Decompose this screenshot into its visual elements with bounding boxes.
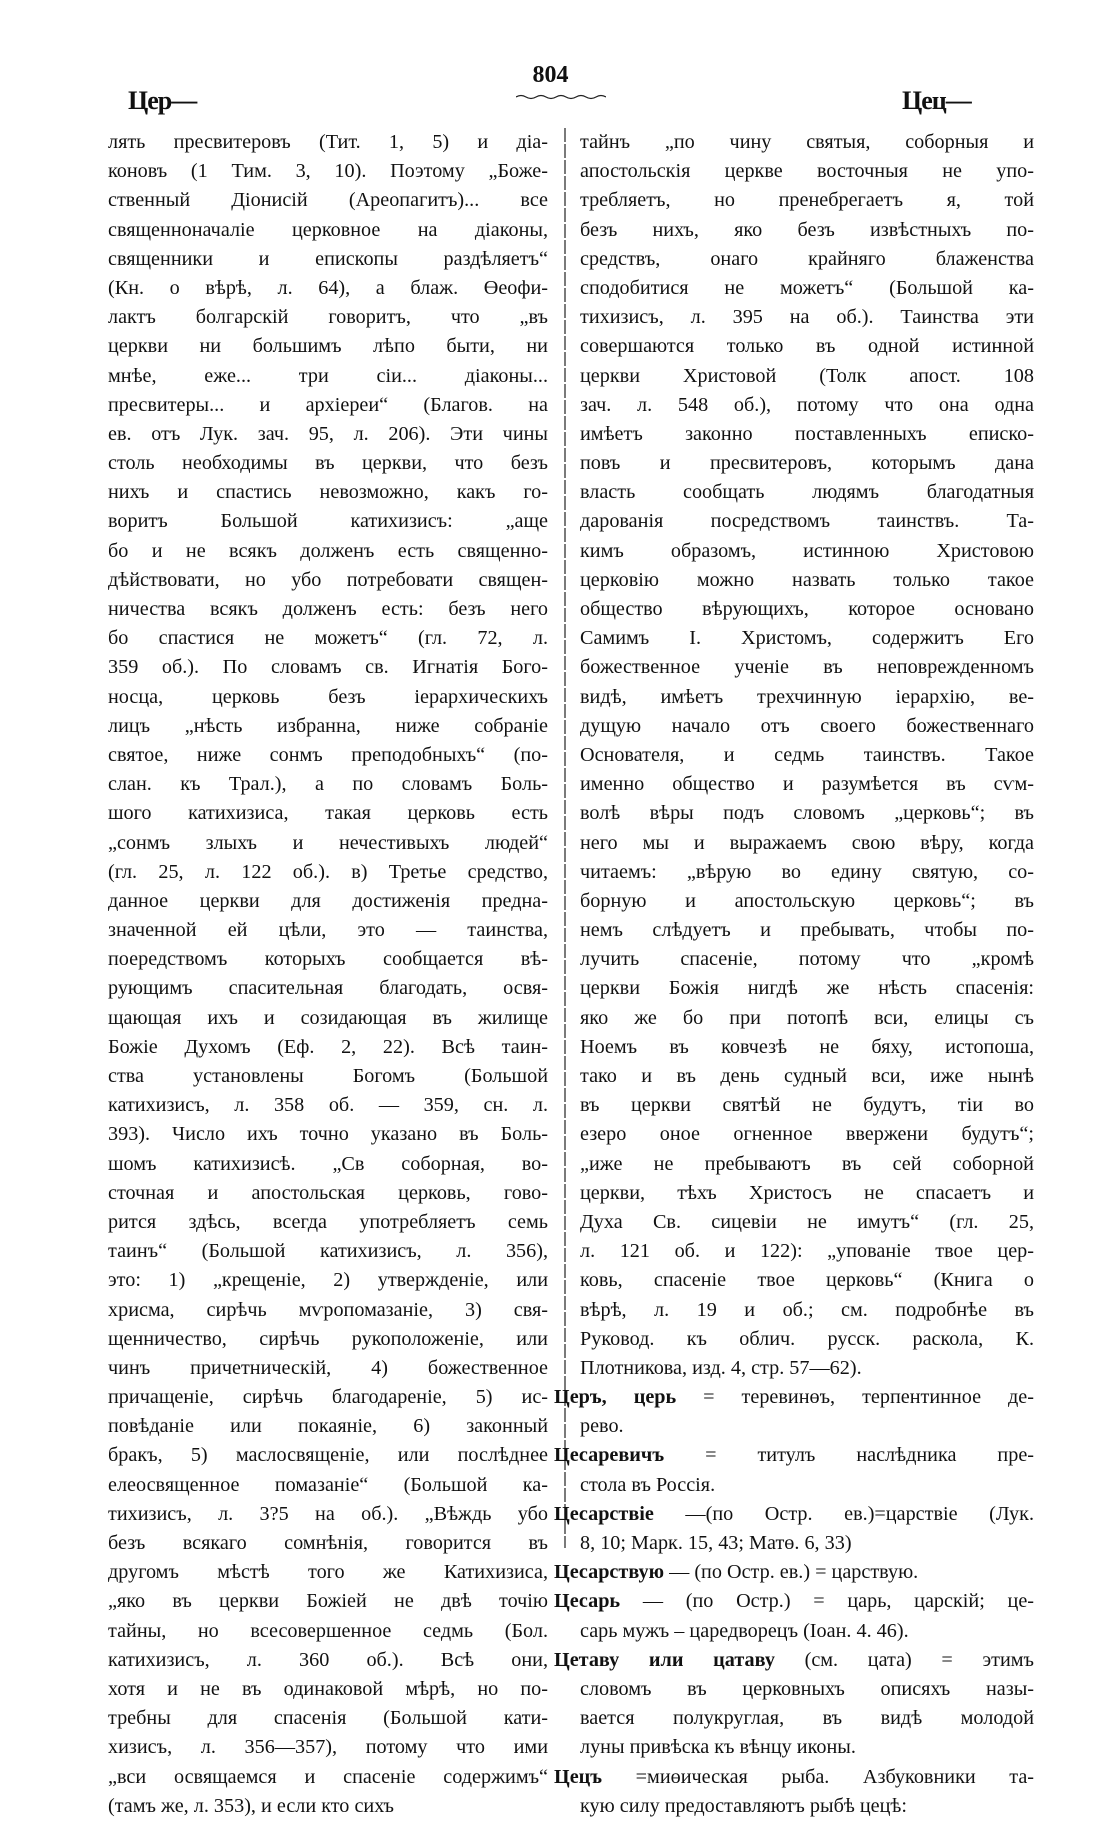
- text-line: бо и не всякъ долженъ есть священно-: [108, 539, 548, 562]
- entry-definition: =миөическая рыба. Азбуковники та-: [635, 1765, 1035, 1788]
- text-line: воритъ Большой катихизисъ: „аще: [108, 510, 548, 533]
- entry-definition: (см. цата) = этимъ: [804, 1648, 1034, 1671]
- text-line: церкви ни большимъ лѣпо быти, ни: [108, 335, 548, 358]
- entry-line: [554, 1704, 1034, 1733]
- running-head-right: Цец—: [902, 86, 971, 115]
- text-line: ковь, спасеніе твое церковь“ (Книга о: [580, 1269, 1034, 1292]
- dictionary-entry: [554, 1500, 1034, 1558]
- entry-definition: луны привѣска къ вѣнцу иконы.: [580, 1736, 856, 1759]
- text-line: святое, ниже сонмъ преподобныхъ“ (по-: [108, 743, 548, 766]
- text-line: ничества всякъ долженъ есть: безъ него: [108, 598, 548, 620]
- text-line: Духа Св. сицевіи не имутъ“ (гл. 25,: [580, 1210, 1034, 1233]
- entry-definition: кую силу предоставляютъ рыбѣ цецѣ:: [580, 1794, 907, 1817]
- text-line: щающая ихъ и созидающая въ жилище: [108, 1006, 548, 1029]
- page-number: 804: [532, 62, 569, 88]
- entry-line: [554, 1675, 1034, 1704]
- text-line: апостольскія церкве восточныя не упо-: [580, 160, 1034, 183]
- entry-line: [554, 1733, 1034, 1762]
- text-line: власть сообщать людямъ благодатныя: [580, 481, 1034, 504]
- text-line: имѣетъ законно поставленныхъ еписко-: [580, 422, 1034, 445]
- running-head-left: Цер—: [128, 86, 197, 115]
- dictionary-entry: [554, 1558, 1034, 1587]
- text-line: него мы и выражаемъ свою вѣру, когда: [580, 831, 1034, 854]
- text-line: священники и епископы раздѣляетъ“: [108, 247, 548, 270]
- text-line: тайнъ „по чину святыя, соборныя и: [580, 131, 1034, 153]
- text-line: Ноемъ въ ковчезѣ не бяху, истопоша,: [580, 1035, 1034, 1058]
- text-line: читаемъ: „вѣрую во едину святую, со-: [580, 860, 1034, 883]
- text-line: хизисъ, л. 356—357), потому что ими: [108, 1736, 548, 1759]
- entry-line: [554, 1617, 1034, 1646]
- text-line: яко же бо при потопѣ вси, елицы съ: [580, 1006, 1034, 1029]
- text-line: „вси освящаемся и спасеніе содержимъ“: [108, 1765, 548, 1788]
- entry-line: [554, 1471, 1034, 1500]
- entry-definition: сарь мужъ – царедворецъ (Іоан. 4. 46).: [580, 1619, 909, 1642]
- text-line: Божіе Духомъ (Еф. 2, 22). Всѣ таин-: [108, 1035, 548, 1058]
- text-line: рится здѣсь, всегда употребляетъ семь: [108, 1210, 548, 1233]
- entry-line: [554, 1529, 1034, 1558]
- text-line: кимъ образомъ, истинною Христовою: [580, 539, 1034, 562]
- text-line: дарованія посредствомъ таинствъ. Та-: [580, 510, 1034, 533]
- text-line: данное церкви для достиженія предна-: [108, 889, 548, 912]
- right-column: [554, 128, 1035, 1821]
- text-line: бо спастися не можетъ“ (гл. 72, л.: [108, 627, 548, 650]
- text-line: церкви Христовой (Толк апост. 108: [580, 364, 1034, 387]
- text-line: „яко въ церкви Божіей не двѣ точію: [108, 1590, 548, 1613]
- text-line: безъ всякаго сомнѣнія, говорится въ: [108, 1532, 548, 1554]
- text-line: это: 1) „крещеніе, 2) утвержденіе, или: [108, 1269, 548, 1292]
- text-line: коновъ (1 Тим. 3, 10). Поэтому „Боже-: [108, 160, 548, 183]
- text-line: (Кн. о вѣрѣ, л. 64), а блаж. Өеофи-: [108, 276, 548, 299]
- page-number-rule: [516, 94, 606, 100]
- text-line: 359 об.). По словамъ св. Игнатія Бого-: [108, 656, 548, 679]
- text-line: требляетъ, но пренебрегаетъ я, той: [580, 189, 1034, 212]
- entry-definition: словомъ въ церковныхъ описяхъ назы-: [580, 1677, 1034, 1700]
- text-line: поередствомъ которыхъ сообщается вѣ-: [108, 948, 548, 971]
- entry-line: [554, 1441, 1034, 1470]
- text-line: церкви Божія нигдѣ же нѣсть спасенія:: [580, 977, 1034, 1000]
- text-line: сподобитися не можетъ“ (Большой ка-: [580, 276, 1034, 299]
- text-line: вѣрѣ, л. 19 и об.; см. подробнѣе въ: [580, 1298, 1034, 1321]
- entry-headword: Церъ, церь: [554, 1386, 677, 1409]
- entry-line: [554, 1587, 1034, 1616]
- text-line: лицъ „нѣсть избранна, ниже собраніе: [108, 714, 548, 737]
- entry-definition: = теревинөъ, терпентинное де-: [703, 1386, 1034, 1409]
- text-line: дущую начало отъ своего божественнаго: [580, 714, 1034, 737]
- entry-line: [554, 1383, 1034, 1412]
- text-line: дѣйствовати, но убо потребовати священ-: [108, 568, 548, 591]
- text-line: общество вѣрующихъ, которое основано: [580, 598, 1034, 620]
- text-line: лактъ болгарскій говоритъ, что „въ: [108, 306, 548, 329]
- text-line: другомъ мѣстѣ того же Катихизиса,: [108, 1561, 548, 1584]
- text-line: (гл. 25, л. 122 об.). в) Третье средство,: [108, 860, 548, 883]
- text-line: катихизисъ, л. 360 об.). Всѣ они,: [108, 1648, 548, 1671]
- entry-definition: = титулъ наслѣдника пре-: [705, 1444, 1034, 1467]
- text-line: таинъ“ (Большой катихизисъ, л. 356),: [108, 1240, 548, 1263]
- text-line: повѣданіе или покаяніе, 6) законный: [108, 1415, 548, 1438]
- text-line: сточная и апостольская церковь, гово-: [108, 1181, 548, 1204]
- entry-headword: Цецъ: [554, 1765, 603, 1788]
- text-line: л. 121 об. и 122): „упованіе твое цер-: [580, 1240, 1034, 1263]
- entry-definition: —(по Остр. ев.)=царствіе (Лук.: [685, 1502, 1035, 1525]
- text-line: лять пресвитеровъ (Тит. 1, 5) и діа-: [108, 131, 548, 153]
- text-line: значенной ей цѣли, это — таинства,: [108, 919, 548, 942]
- text-line: шого катихизиса, такая церковь есть: [108, 802, 548, 825]
- entry-line: [554, 1558, 1034, 1587]
- text-line: Руковод. къ облич. русск. раскола, К.: [580, 1327, 1034, 1350]
- text-line: волѣ вѣры подъ словомъ „церковь“; въ: [580, 802, 1034, 825]
- text-line: слан. къ Трал.), а по словамъ Боль-: [108, 773, 548, 796]
- text-line: причащеніе, сирѣчь благодареніе, 5) ис-: [108, 1386, 548, 1409]
- dictionary-entry: [554, 1441, 1034, 1499]
- text-line: тайны, но всесовершенное седмь (Бол.: [108, 1619, 548, 1642]
- entry-headword: Цесарствую: [554, 1561, 665, 1584]
- text-line: въ церкви святѣй не будутъ, тіи во: [580, 1094, 1034, 1117]
- text-line: ственный Діонисій (Ареопагитъ)... все: [108, 189, 548, 212]
- dictionary-entry: [554, 1763, 1034, 1821]
- dictionary-entry: [554, 1587, 1034, 1645]
- text-line: пресвитеры... и архіереи“ (Благов. на: [108, 393, 548, 416]
- entry-line: [554, 1412, 1034, 1441]
- text-line: (тамъ же, л. 353), и если кто сихъ: [108, 1794, 394, 1817]
- entry-headword: Цетаву или цатаву: [554, 1648, 775, 1671]
- text-line: столь необходимы въ церкви, что безъ: [108, 452, 548, 475]
- entry-definition: вается полукруглая, въ видѣ молодой: [580, 1707, 1034, 1730]
- text-line: тихизисъ, л. 3?5 на об.). „Вѣждь убо: [108, 1502, 548, 1525]
- text-line: катихизисъ, л. 358 об. — 359, сн. л.: [108, 1094, 548, 1117]
- text-line: хотя и не въ одинаковой мѣрѣ, но по-: [108, 1677, 548, 1700]
- entry-definition: 8, 10; Марк. 15, 43; Матө. 6, 33): [580, 1532, 852, 1554]
- text-line: рующимъ спасительная благодать, освя-: [108, 977, 548, 1000]
- text-line: борную и апостольскую церковь“; въ: [580, 889, 1034, 912]
- entry-headword: Цесарствіе: [554, 1502, 654, 1525]
- text-line: зач. л. 548 об.), потому что она одна: [580, 393, 1034, 416]
- entry-line: [554, 1646, 1034, 1675]
- text-line: повъ и пресвитеровъ, которымъ дана: [580, 452, 1034, 475]
- text-line: безъ нихъ, яко безъ извѣстныхъ по-: [580, 218, 1034, 241]
- text-line: носца, церковь безъ іерархическихъ: [108, 685, 548, 708]
- column-divider: [563, 128, 567, 1548]
- text-line: тихизисъ, л. 395 на об.). Таинства эти: [580, 306, 1034, 329]
- entry-line: [554, 1500, 1034, 1529]
- dictionary-entry: [554, 1646, 1034, 1763]
- entry-headword: Цесаревичъ: [554, 1444, 665, 1467]
- text-line: священноначаліе церковное на діаконы,: [108, 218, 548, 241]
- text-line: тако и въ день судный вси, иже нынѣ: [580, 1065, 1034, 1087]
- entry-line: [554, 1763, 1034, 1792]
- text-line: нихъ и спастись невозможно, какъ го-: [108, 481, 548, 504]
- text-line: хрисма, сирѣчь мѵропомазаніе, 3) свя-: [108, 1298, 548, 1321]
- text-line: езеро оное огненное ввержени будутъ“;: [580, 1123, 1034, 1146]
- dictionary-entry: [554, 1383, 1034, 1441]
- text-line: божественное ученіе въ неповрежденномъ: [580, 656, 1034, 679]
- entry-definition: — (по Остр. ев.) = царствую.: [669, 1561, 919, 1584]
- entry-headword: Цесарь: [554, 1590, 621, 1613]
- text-line: ства установлены Богомъ (Большой: [108, 1065, 548, 1087]
- text-line: средствъ, онаго крайняго блаженства: [580, 247, 1034, 270]
- text-line: совершаются только въ одной истинной: [580, 335, 1034, 358]
- text-line: именно общество и разумѣется въ сѵм-: [580, 773, 1034, 796]
- text-line: 393). Число ихъ точно указано въ Боль-: [108, 1123, 548, 1146]
- text-line: бракъ, 5) маслосвященіе, или послѣднее: [108, 1444, 548, 1467]
- text-line: „иже не пребываютъ въ сей соборной: [580, 1152, 1034, 1175]
- text-line: мнѣе, еже... три сіи... діаконы...: [108, 364, 548, 387]
- text-line: Самимъ І. Христомъ, содержитъ Его: [580, 627, 1034, 650]
- text-line: церкви, тѣхъ Христосъ не спасаетъ и: [580, 1181, 1034, 1204]
- text-line: Основателя, и седмь таинствъ. Такое: [580, 743, 1034, 766]
- text-line: чинъ причетническій, 4) божественное: [108, 1356, 548, 1379]
- text-line: шомъ катихизисѣ. „Св соборная, во-: [108, 1152, 548, 1175]
- text-line: церковію можно назвать только такое: [580, 568, 1034, 591]
- text-line: видѣ, имѣетъ трехчинную іерархію, ве-: [580, 685, 1034, 708]
- text-line: „сонмъ злыхъ и нечестивыхъ людей“: [108, 831, 548, 854]
- entry-definition: — (по Остр.) = царь, царскій; це-: [642, 1590, 1034, 1613]
- entry-line: [554, 1792, 1034, 1821]
- left-column: [108, 128, 548, 1821]
- entry-definition: стола въ Россія.: [580, 1473, 716, 1496]
- text-line: требны для спасенія (Большой кати-: [108, 1707, 548, 1730]
- text-line: Плотникова, изд. 4, стр. 57—62).: [580, 1356, 862, 1379]
- text-line: елеосвященное помазаніе“ (Большой ка-: [108, 1473, 548, 1496]
- entry-definition: рево.: [580, 1415, 624, 1438]
- text-line: ев. отъ Лук. зач. 95, л. 206). Эти чины: [108, 422, 548, 445]
- text-line: щенничество, сирѣчь рукоположеніе, или: [108, 1327, 548, 1350]
- text-line: немъ слѣдуетъ и пребывать, чтобы по-: [580, 919, 1034, 942]
- text-line: лучить спасеніе, потому что „кромѣ: [580, 948, 1034, 971]
